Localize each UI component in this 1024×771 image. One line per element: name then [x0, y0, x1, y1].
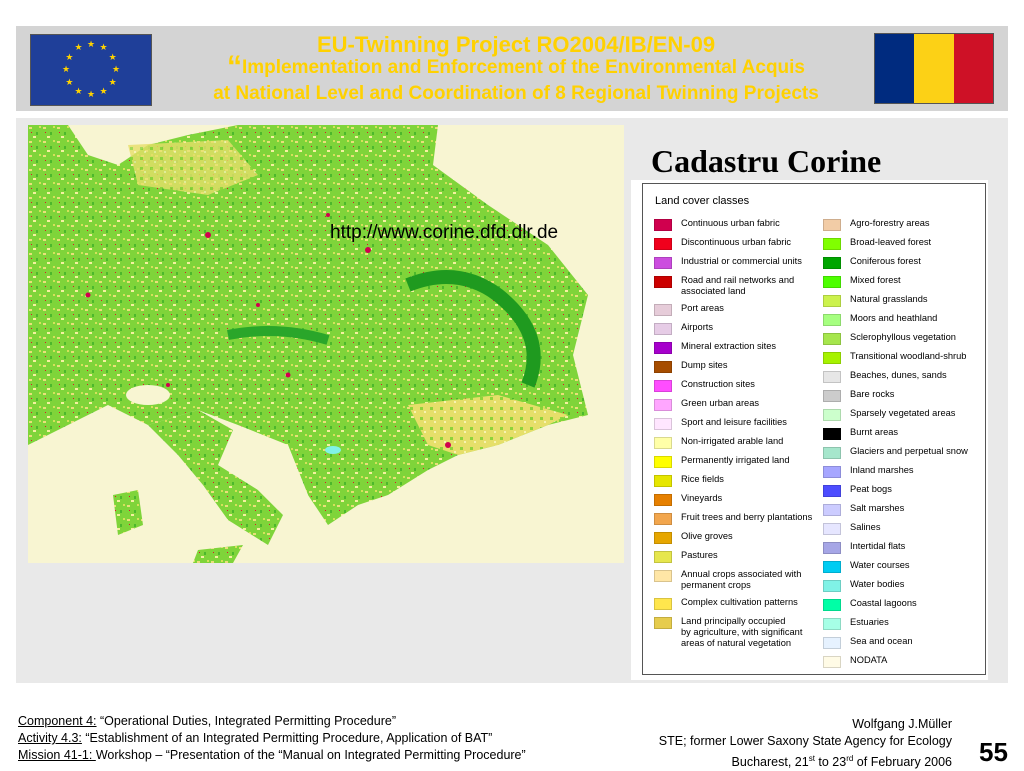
legend-item	[823, 275, 968, 288]
flag-stripe-yellow	[914, 34, 953, 103]
legend-swatch	[823, 447, 841, 459]
legend-item	[654, 569, 812, 591]
legend-label: Bare rocks	[850, 389, 895, 399]
legend-swatch	[823, 504, 841, 516]
eu-star-icon: ★	[112, 65, 121, 75]
footer-mission-info	[18, 713, 526, 764]
legend-label: Mineral extraction sites	[681, 341, 777, 351]
land-cover-legend	[642, 183, 986, 675]
legend-label: Beaches, dunes, sands	[850, 370, 947, 380]
legend-label: Peat bogs	[850, 484, 892, 494]
legend-swatch	[823, 485, 841, 497]
mission-text: Workshop – “Presentation of the “Manual on Integrated Permitting Procedure”	[95, 748, 526, 762]
legend-label: Annual crops associated with permanent crops	[681, 569, 802, 590]
legend-swatch	[823, 390, 841, 402]
legend-swatch	[654, 551, 672, 563]
map-image	[28, 125, 624, 563]
legend-column-right	[823, 218, 968, 674]
legend-item	[654, 512, 812, 525]
legend-swatch	[654, 219, 672, 231]
legend-swatch	[823, 599, 841, 611]
legend-swatch	[654, 456, 672, 468]
legend-item	[654, 303, 812, 316]
legend-label: Intertidal flats	[850, 541, 906, 551]
legend-label: Non-irrigated arable land	[681, 436, 784, 446]
legend-swatch	[823, 656, 841, 668]
legend-label: Olive groves	[681, 531, 733, 541]
legend-swatch	[654, 380, 672, 392]
legend-label: Permanently irrigated land	[681, 455, 790, 465]
eu-star-icon: ★	[65, 77, 74, 88]
legend-label: Vineyards	[681, 493, 723, 503]
legend-item	[823, 237, 968, 250]
project-subtitle-text: Implementation and Enforcement of the Environmental Acquis	[241, 57, 806, 78]
legend-item	[654, 398, 812, 411]
component-label: Component 4:	[18, 714, 97, 728]
legend-item	[823, 389, 968, 402]
legend-swatch	[654, 598, 672, 610]
legend-label: Pastures	[681, 550, 718, 560]
eu-star-icon: ★	[74, 43, 83, 54]
eu-star-icon: ★	[99, 43, 108, 54]
legend-swatch	[823, 561, 841, 573]
activity-text: “Establishment of an Integrated Permitting Procedure, Application of BAT”	[81, 731, 493, 745]
header-banner	[16, 26, 1008, 111]
legend-label: Airports	[681, 322, 714, 332]
legend-label: NODATA	[850, 655, 888, 665]
legend-swatch	[654, 276, 672, 288]
legend-label: Mixed forest	[850, 275, 901, 285]
legend-item	[823, 522, 968, 535]
legend-label: Green urban areas	[681, 398, 760, 408]
project-subtitle-line2: at National Level and Coordination of 8 Regional Twinning Projects	[213, 83, 819, 104]
date-sup-rd: rd	[846, 754, 854, 763]
legend-swatch	[654, 494, 672, 506]
flag-stripe-red	[954, 34, 993, 103]
legend-label: Water bodies	[850, 579, 905, 589]
legend-label: Water courses	[850, 560, 910, 570]
legend-swatch	[654, 437, 672, 449]
legend-swatch	[654, 617, 672, 629]
legend-swatch	[823, 428, 841, 440]
legend-label: Coastal lagoons	[850, 598, 917, 608]
page-number: 55	[979, 737, 1008, 767]
corine-url-link[interactable]: http://www.corine.dfd.dlr.de	[330, 222, 559, 243]
eu-star-icon: ★	[87, 90, 96, 100]
legend-label: Sparsely vegetated areas	[850, 408, 956, 418]
legend-label: Discontinuous urban fabric	[681, 237, 792, 247]
project-title: EU-Twinning Project RO2004/IB/EN-09	[316, 32, 716, 57]
author-name: Wolfgang J.Müller	[852, 717, 952, 731]
legend-swatch	[823, 352, 841, 364]
legend-label: Construction sites	[681, 379, 755, 389]
legend-swatch	[823, 466, 841, 478]
legend-label: Salt marshes	[850, 503, 905, 513]
legend-swatch	[823, 637, 841, 649]
corine-land-cover-map	[28, 125, 624, 563]
legend-swatch	[823, 371, 841, 383]
legend-item	[654, 531, 812, 544]
legend-item	[654, 550, 812, 563]
legend-swatch	[823, 580, 841, 592]
legend-swatch	[823, 523, 841, 535]
legend-swatch	[823, 618, 841, 630]
legend-item	[654, 597, 812, 610]
legend-label: Salines	[850, 522, 881, 532]
legend-item	[654, 379, 812, 392]
eu-star-icon: ★	[87, 40, 96, 50]
legend-item	[654, 322, 812, 335]
legend-swatch	[823, 219, 841, 231]
legend-swatch	[654, 513, 672, 525]
legend-label: Land principally occupied by agriculture, with significant areas of natural vegetation	[681, 616, 803, 648]
legend-item	[654, 417, 812, 430]
legend-item	[823, 579, 968, 592]
legend-item	[823, 636, 968, 649]
legend-swatch	[654, 418, 672, 430]
legend-label: Industrial or commercial units	[681, 256, 802, 266]
legend-item	[823, 370, 968, 383]
footer-mission-line	[18, 747, 526, 764]
legend-label: Burnt areas	[850, 427, 899, 437]
legend-swatch	[823, 276, 841, 288]
eu-star-icon: ★	[65, 52, 74, 63]
legend-item	[654, 436, 812, 449]
date-suffix: of February 2006	[853, 755, 952, 770]
legend-label: Transitional woodland-shrub	[850, 351, 967, 361]
legend-swatch	[654, 361, 672, 373]
legend-item	[823, 598, 968, 611]
date-prefix: Bucharest, 21	[731, 755, 809, 770]
legend-label: Agro-forestry areas	[850, 218, 930, 228]
legend-swatch	[654, 238, 672, 250]
legend-column-left	[654, 218, 812, 655]
legend-item	[654, 360, 812, 373]
legend-label: Road and rail networks and associated land	[681, 275, 795, 296]
legend-item	[823, 465, 968, 478]
legend-swatch	[654, 304, 672, 316]
legend-item	[654, 474, 812, 487]
footer-author-info	[659, 716, 952, 771]
legend-label: Coniferous forest	[850, 256, 921, 266]
legend-swatch	[823, 238, 841, 250]
author-org: STE; former Lower Saxony State Agency for Ecology	[658, 734, 952, 748]
eu-star-icon: ★	[108, 77, 117, 88]
legend-swatch	[654, 399, 672, 411]
eu-star-icon: ★	[74, 86, 83, 97]
legend-label: Sea and ocean	[850, 636, 913, 646]
flag-stripe-blue	[875, 34, 914, 103]
legend-item	[654, 493, 812, 506]
legend-item	[823, 351, 968, 364]
legend-swatch	[654, 342, 672, 354]
legend-item	[823, 484, 968, 497]
legend-item	[823, 655, 968, 668]
legend-item	[654, 275, 812, 297]
legend-item	[654, 218, 812, 231]
romania-flag-icon	[874, 33, 994, 104]
component-text: “Operational Duties, Integrated Permitting Procedure”	[96, 714, 396, 728]
legend-swatch	[823, 257, 841, 269]
eu-star-icon: ★	[99, 86, 108, 97]
legend-swatch	[823, 409, 841, 421]
legend-label: Rice fields	[681, 474, 724, 484]
legend-item	[823, 332, 968, 345]
legend-item	[654, 237, 812, 250]
legend-swatch	[823, 542, 841, 554]
legend-item	[823, 294, 968, 307]
legend-item	[654, 616, 812, 649]
open-quote: “	[226, 50, 242, 83]
legend-swatch	[823, 314, 841, 326]
legend-label: Estuaries	[850, 617, 889, 627]
legend-label: Inland marshes	[850, 465, 914, 475]
date-mid: to 23	[814, 755, 847, 770]
legend-swatch	[823, 333, 841, 345]
legend-swatch	[654, 323, 672, 335]
legend-label: Dump sites	[681, 360, 728, 370]
legend-swatch	[654, 570, 672, 582]
legend-item	[654, 256, 812, 269]
legend-label: Fruit trees and berry plantations	[681, 512, 813, 522]
legend-swatch	[654, 475, 672, 487]
legend-label: Sclerophyllous vegetation	[850, 332, 956, 342]
legend-label: Broad-leaved forest	[850, 237, 932, 247]
legend-label: Sport and leisure facilities	[681, 417, 787, 427]
legend-item	[823, 256, 968, 269]
legend-label: Complex cultivation patterns	[681, 597, 798, 607]
eu-star-icon: ★	[62, 65, 71, 75]
legend-item	[823, 446, 968, 459]
slide-title: Cadastru Corine	[651, 143, 882, 179]
legend-label: Continuous urban fabric	[681, 218, 780, 228]
legend-swatch	[654, 257, 672, 269]
footer-activity-line	[18, 730, 526, 747]
legend-item	[823, 503, 968, 516]
legend-label: Port areas	[681, 303, 724, 313]
project-subtitle	[56, 50, 976, 83]
eu-star-icon: ★	[108, 52, 117, 63]
legend-title: Land cover classes	[655, 195, 750, 207]
footer-component-line	[18, 713, 526, 730]
legend-item	[823, 541, 968, 554]
legend-item	[823, 408, 968, 421]
activity-label: Activity 4.3:	[18, 731, 82, 745]
legend-swatch	[654, 532, 672, 544]
legend-label: Natural grasslands	[850, 294, 928, 304]
legend-item	[823, 218, 968, 231]
legend-swatch	[823, 295, 841, 307]
legend-item	[654, 341, 812, 354]
legend-label: Glaciers and perpetual snow	[850, 446, 968, 456]
date-sup-st: st	[808, 754, 815, 763]
legend-item	[823, 560, 968, 573]
legend-item	[823, 617, 968, 630]
mission-label: Mission 41-1:	[18, 748, 96, 762]
legend-item	[654, 455, 812, 468]
legend-item	[823, 427, 968, 440]
legend-label: Moors and heathland	[850, 313, 938, 323]
legend-item	[823, 313, 968, 326]
